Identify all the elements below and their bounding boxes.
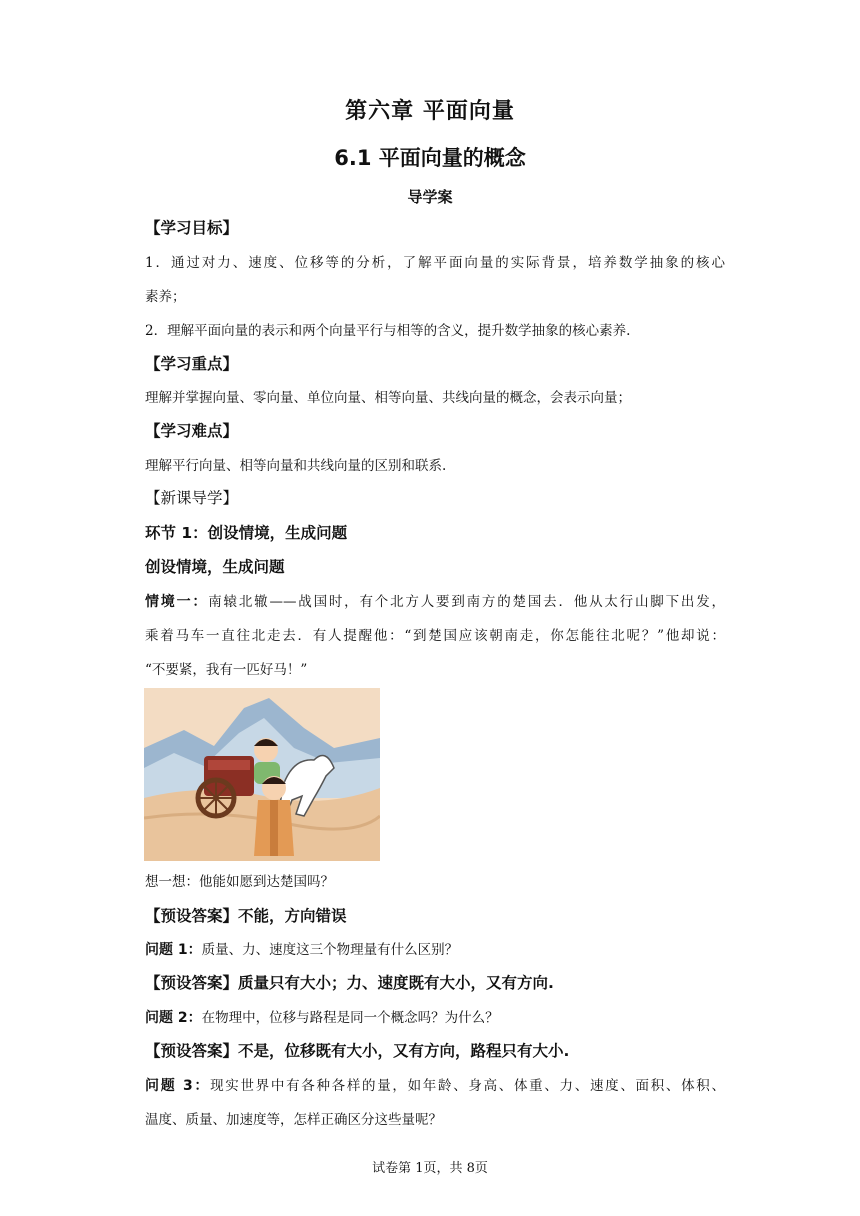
scenario-line-1: [145, 592, 725, 612]
objectives-heading: 【学习目标】: [145, 219, 239, 237]
step-1-title: 环节 1：创设情境，生成问题: [145, 524, 348, 542]
question-3-label: 问题 3：: [145, 1078, 211, 1094]
subtitle: 导学案: [407, 188, 453, 206]
objective-1-line-1: 1．通过对力、速度、位移等的分析，了解平面向量的实际背景，培养数学抽象的核心: [145, 255, 725, 271]
preset-answer-1: 【预设答案】质量只有大小；力、速度既有大小，又有方向.: [145, 974, 554, 992]
page-footer: 试卷第 1页，共 8页: [372, 1161, 488, 1176]
scenario-label: 情境一：: [145, 594, 209, 610]
step-1-subtitle: 创设情境，生成问题: [145, 558, 285, 576]
scenario-line-2: 乘着马车一直往北走去．有人提醒他：“到楚国应该朝南走，你怎能往北呢？”他却说：: [145, 628, 725, 644]
question-1-text: 质量、力、速度这三个物理量有什么区别？: [201, 942, 459, 958]
objective-2: 2．理解平面向量的表示和两个向量平行与相等的含义，提升数学抽象的核心素养.: [145, 323, 631, 339]
chariot-illustration: [144, 688, 380, 861]
question-1: [145, 940, 725, 960]
question-1-label: 问题 1：: [145, 942, 202, 958]
think-question: 想一想：他能如愿到达楚国吗？: [145, 874, 334, 890]
question-3-line-2: 温度、质量、加速度等，怎样正确区分这些量呢？: [145, 1112, 442, 1128]
scenario-line-3: “不要紧，我有一匹好马！”: [145, 662, 308, 678]
preset-answer-0: 【预设答案】不能，方向错误: [145, 907, 347, 925]
key-points-text: 理解并掌握向量、零向量、单位向量、相等向量、共线向量的概念，会表示向量；: [145, 390, 631, 406]
question-3-line-1: [145, 1076, 725, 1096]
preset-answer-2: 【预设答案】不是，位移既有大小，又有方向，路程只有大小.: [145, 1042, 570, 1060]
difficulties-text: 理解平行向量、相等向量和共线向量的区别和联系.: [145, 458, 447, 474]
section-title: 6.1 平面向量的概念: [334, 146, 526, 170]
question-3-text-1: 现实世界中有各种各样的量，如年龄、身高、体重、力、速度、面积、体积、: [210, 1078, 725, 1094]
objective-1-line-2: 素养；: [145, 289, 186, 305]
question-2: [145, 1008, 725, 1028]
question-2-text: 在物理中，位移与路程是同一个概念吗？为什么？: [201, 1010, 499, 1026]
key-points-heading: 【学习重点】: [145, 355, 239, 373]
scenario-text-1: 南辕北辙——战国时，有个北方人要到南方的楚国去．他从太行山脚下出发，: [208, 594, 726, 610]
new-lesson-heading: 【新课导学】: [145, 489, 239, 507]
question-2-label: 问题 2：: [145, 1010, 202, 1026]
chapter-title: 第六章 平面向量: [345, 99, 515, 124]
difficulties-heading: 【学习难点】: [145, 422, 239, 440]
